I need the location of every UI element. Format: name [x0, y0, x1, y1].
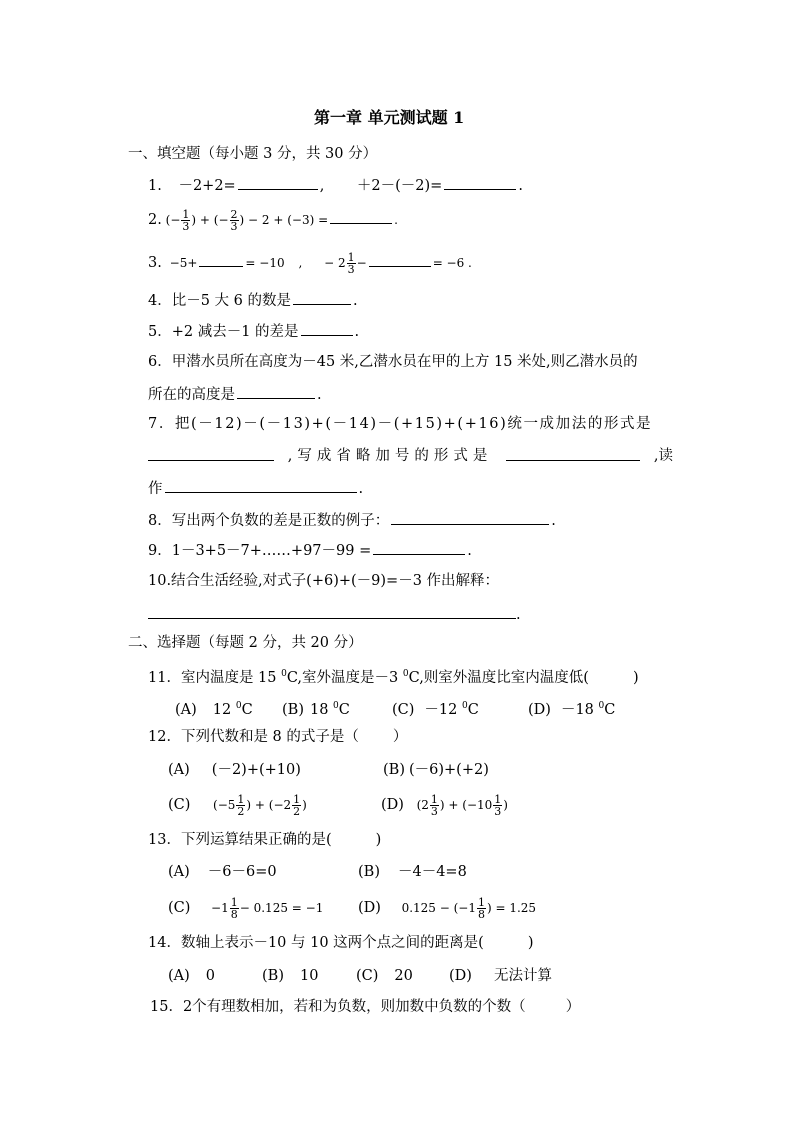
q12-option-a[interactable]: (A) (－2)+(+10)	[168, 762, 301, 778]
q2-end: .	[394, 213, 398, 227]
q11-close: )	[632, 670, 639, 686]
q9-text: 9．1－3+5－7+……+97－99 =	[148, 543, 372, 559]
q10-blank[interactable]	[148, 604, 516, 619]
q7-text-3: ,读	[653, 448, 673, 464]
question-11	[148, 664, 639, 688]
q11-text-1: 11．室内温度是 15	[148, 670, 282, 686]
question-10: 10.结合生活经验,对式子(+6)+(－9)=－3 作出解释：	[148, 573, 500, 589]
q15-stem: 15．2个有理数相加，若和为负数，则加数中负数的个数（	[150, 999, 526, 1015]
q7-text-2: ,写成省略加号的形式是	[287, 448, 493, 464]
q7-blank-2[interactable]	[506, 446, 640, 461]
q14-stem: 14．数轴上表示－10 与 10 这两个点之间的距离是(	[148, 935, 484, 951]
q2-blank[interactable]	[330, 209, 392, 224]
q3-separator: ,	[298, 256, 303, 270]
q9-end: .	[467, 543, 472, 559]
q12-close: ）	[392, 729, 408, 745]
q13-option-d[interactable]: (D) 0.125 − (−1 $\frac{1}{8}$ ) = 1.25	[358, 896, 537, 921]
question-15	[150, 997, 580, 1017]
q4-end: .	[353, 293, 358, 309]
q6-blank[interactable]	[237, 384, 315, 399]
q9-blank[interactable]	[373, 540, 465, 555]
q2-part-1: (−	[165, 213, 181, 227]
question-9	[148, 540, 472, 561]
q11-option-a[interactable]: (A) 12 $^0$C	[175, 701, 253, 718]
q2-part-3: ) − 2 + (−3) =	[239, 213, 329, 227]
q2-fraction-1: $\frac{1}{3}$	[182, 208, 190, 233]
question-2	[148, 209, 398, 232]
section-heading-fill-blank: 一、填空题（每小题 3 分，共 30 分）	[128, 146, 378, 162]
q4-text: 4．比－5 大 6 的数是	[148, 293, 292, 309]
q14-option-a[interactable]: (A) 0	[168, 968, 216, 984]
q13-option-a[interactable]: (A) －6－6=0	[168, 864, 277, 880]
q3-expression-b3: = −6 .	[432, 256, 472, 270]
q5-text: 5．+2 减去－1 的差是	[148, 324, 299, 340]
q1-blank-b[interactable]	[444, 175, 516, 190]
q13-close: )	[375, 832, 382, 848]
q5-blank[interactable]	[301, 321, 353, 336]
q7-blank-1[interactable]	[148, 446, 274, 461]
question-13	[148, 830, 381, 850]
q8-blank[interactable]	[391, 510, 549, 525]
q2-fraction-2: $\frac{2}{3}$	[230, 208, 238, 233]
q10-end: .	[516, 607, 521, 623]
q7-end: .	[358, 481, 364, 497]
question-7-line-2	[148, 446, 673, 466]
q15-close: ）	[565, 999, 581, 1015]
question-5	[148, 321, 359, 342]
q11-option-b[interactable]: (B) 18 $^0$C	[282, 701, 350, 718]
question-3	[148, 252, 472, 275]
q11-option-d[interactable]: (D) －18 $^0$C	[528, 701, 616, 718]
question-4	[148, 290, 358, 311]
question-7-line-3	[148, 478, 363, 499]
q8-end: .	[551, 513, 556, 529]
question-6-line-1: 6．甲潜水员所在高度为－45 米,乙潜水员在甲的上方 15 米处,则乙潜水员的	[148, 354, 638, 370]
q13-stem: 13．下列运算结果正确的是(	[148, 832, 332, 848]
q1-expression-a: －2+2=	[178, 178, 236, 194]
q3-blank-a[interactable]	[199, 252, 243, 267]
question-12	[148, 727, 407, 747]
q4-blank[interactable]	[293, 290, 351, 305]
q3-expression-a2: = −10	[245, 256, 285, 270]
q11-degree-2: 0	[402, 669, 409, 679]
q5-end: .	[354, 324, 360, 340]
q1-expression-b: ＋2－(－2)=	[356, 178, 443, 194]
q13-option-b[interactable]: (B) －4－4=8	[358, 864, 467, 880]
section-heading-multiple-choice: 二、选择题（每题 2 分，共 20 分）	[128, 635, 363, 651]
q12-stem: 12．下列代数和是 8 的式子是（	[148, 729, 359, 745]
q6-text: 所在的高度是	[148, 387, 235, 403]
q13-option-c[interactable]: (C) −1 $\frac{1}{8}$ − 0.125 = −1	[168, 896, 324, 921]
q12-option-b[interactable]: (B) (－6)+(+2)	[383, 762, 489, 778]
q14-option-c[interactable]: (C) 20	[356, 968, 413, 984]
q14-option-d[interactable]: (D) 无法计算	[449, 968, 552, 984]
q11-text-2: C,室外温度是－3	[286, 670, 403, 686]
question-7-line-1: 7．把(－12)－(－13)+(－14)－(+15)+(+16)统一成加法的形式是	[148, 416, 653, 432]
q2-part-2: ) + (−	[191, 213, 229, 227]
q14-option-b[interactable]: (B) 10	[262, 968, 319, 984]
q3-expression-a1: −5+	[169, 256, 198, 270]
q6-end: .	[317, 387, 322, 403]
q11-option-c[interactable]: (C) －12 $^0$C	[392, 701, 479, 718]
q7-blank-3[interactable]	[165, 478, 357, 493]
q8-text: 8．写出两个负数的差是正数的例子：	[148, 513, 390, 529]
question-6-line-2	[148, 384, 322, 405]
q1-end: .	[518, 178, 523, 194]
q1-blank-a[interactable]	[238, 175, 318, 190]
question-10-answer-line	[148, 604, 521, 625]
question-8	[148, 510, 556, 531]
q3-fraction: $\frac{1}{3}$	[347, 251, 355, 276]
q3-expression-b2: −	[356, 256, 367, 270]
q3-blank-b[interactable]	[369, 252, 431, 267]
q3-number: 3.	[148, 255, 162, 271]
q3-expression-b1: − 2	[324, 256, 346, 270]
q1-number: 1.	[148, 178, 162, 194]
q2-number: 2.	[148, 212, 162, 228]
page-title: 第一章 单元测试题 1	[314, 108, 465, 127]
q11-text-3: C,则室外温度比室内温度低(	[408, 670, 589, 686]
q7-text-4: 作	[148, 481, 163, 497]
q11-degree-1: 0	[281, 669, 287, 679]
q12-option-c[interactable]: (C) (−5 $\frac{1}{2}$ ) + (−2 $\frac{1}{2}$ )	[168, 793, 307, 818]
q1-comma: ,	[319, 178, 325, 194]
question-1	[148, 175, 523, 196]
q14-close: )	[527, 935, 534, 951]
q12-option-d[interactable]: (D) (2 $\frac{1}{3}$ ) + (−10 $\frac{1}{3}$ )	[381, 793, 508, 818]
question-14	[148, 933, 534, 953]
